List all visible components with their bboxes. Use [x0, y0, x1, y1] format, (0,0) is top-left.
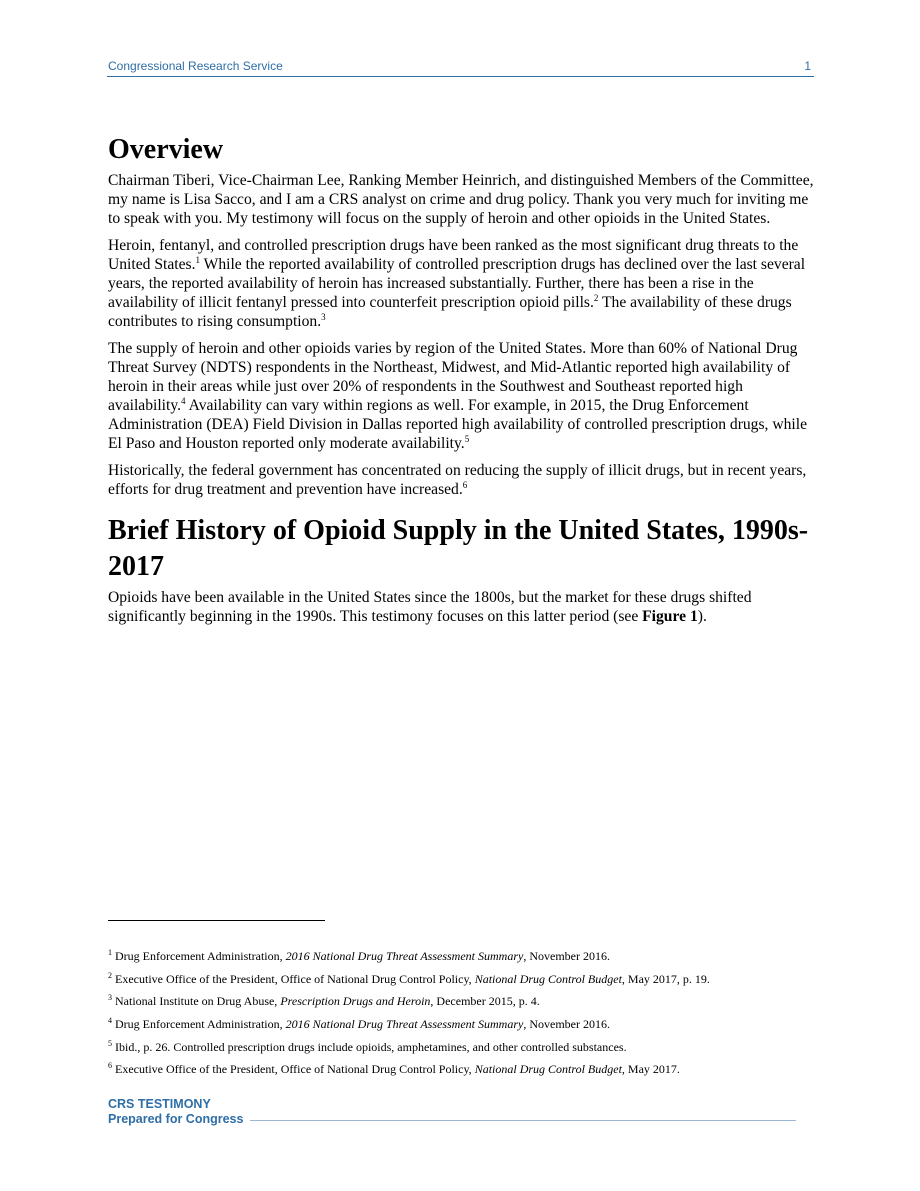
footnote: $^6$ Executive Office of the President, Office of National Drug Control Policy, National Drug Control Budget, May 2017. [108, 1061, 680, 1077]
main-content [108, 132, 818, 634]
page-number: 1 [804, 59, 811, 73]
header-org: Congressional Research Service [108, 59, 283, 73]
footnote-ref: 3 [321, 311, 326, 322]
paragraph: Heroin, fentanyl, and controlled prescription drugs have been ranked as the most significant drug threats to the United States.$^1$ While the reported availability of controlled prescription drugs has declined over the last several years, the reported availability of heroin has increased substantially. Further, there has been a rise in the availability of illicit fentanyl pressed into counterfeit prescription opioid pills.$^2$ The availability of these drugs contributes to rising consumption.$^3$ [108, 237, 806, 330]
page-footer [108, 1097, 243, 1127]
footnote: $^3$ National Institute on Drug Abuse, Prescription Drugs and Heroin, December 2015, p. 4. [108, 993, 540, 1009]
paragraph: Opioids have been available in the United States since the 1800s, but the market for these drugs shifted significantly beginning in the 1990s. This testimony focuses on this latter period (see Figure 1). [108, 589, 752, 625]
footnote: $^1$ Drug Enforcement Administration, 2016 National Drug Threat Assessment Summary, November 2016. [108, 948, 610, 963]
footnote-separator [108, 920, 325, 921]
footnote-ref: 5 [464, 433, 470, 444]
footnote: $^5$ Ibid., p. 26. Controlled prescription drugs include opioids, amphetamines, and other controlled substances. [108, 1038, 627, 1054]
footnote: $^2$ Executive Office of the President, Office of National Drug Control Policy, National Drug Control Budget, May 2017, p. 19. [108, 970, 710, 986]
page-header [107, 58, 814, 77]
footer-rule [250, 1120, 796, 1121]
section-heading-overview: Overview [108, 134, 224, 165]
footnotes [108, 948, 818, 1084]
paragraph: Historically, the federal government has concentrated on reducing the supply of illicit drugs, but in recent years, efforts for drug treatment and prevention have increased.$^6$ [108, 462, 807, 498]
paragraph: Chairman Tiberi, Vice-Chairman Lee, Ranking Member Heinrich, and distinguished Members of the Committee, my name is Lisa Sacco, and I am a CRS analyst on crime and drug policy. Thank you very much for inviting me to speak with you. My testimony will focus on the supply of heroin and other opioids in the United States. [108, 172, 814, 227]
figure-reference[interactable]: Figure 1 [642, 608, 698, 625]
paragraph: The supply of heroin and other opioids varies by region of the United States. More than 60% of National Drug Threat Survey (NDTS) respondents in the Northeast, Midwest, and Mid-Atlantic reported high availability of heroin in their areas while just over 20% of respondents in the Southwest and Southeast reported high availability.$^4$ Availability can vary within regions as well. For example, in 2015, the Drug Enforcement Administration (DEA) Field Division in Dallas reported high availability of controlled prescription drugs, while El Paso and Houston reported only moderate availability.$^5$ [108, 340, 807, 452]
footnote: $^4$ Drug Enforcement Administration, 2016 National Drug Threat Assessment Summary, November 2016. [108, 1016, 610, 1032]
footer-title: CRS TESTIMONY [108, 1097, 211, 1111]
footer-subtitle: Prepared for Congress [108, 1112, 244, 1126]
footnote-ref: 2 [593, 292, 599, 303]
footnote-ref: 1 [195, 254, 200, 265]
footnote-ref: 6 [462, 479, 468, 490]
footnote-ref: 4 [181, 395, 186, 406]
section-heading-history: Brief History of Opioid Supply in the United States, 1990s-2017 [108, 515, 809, 582]
